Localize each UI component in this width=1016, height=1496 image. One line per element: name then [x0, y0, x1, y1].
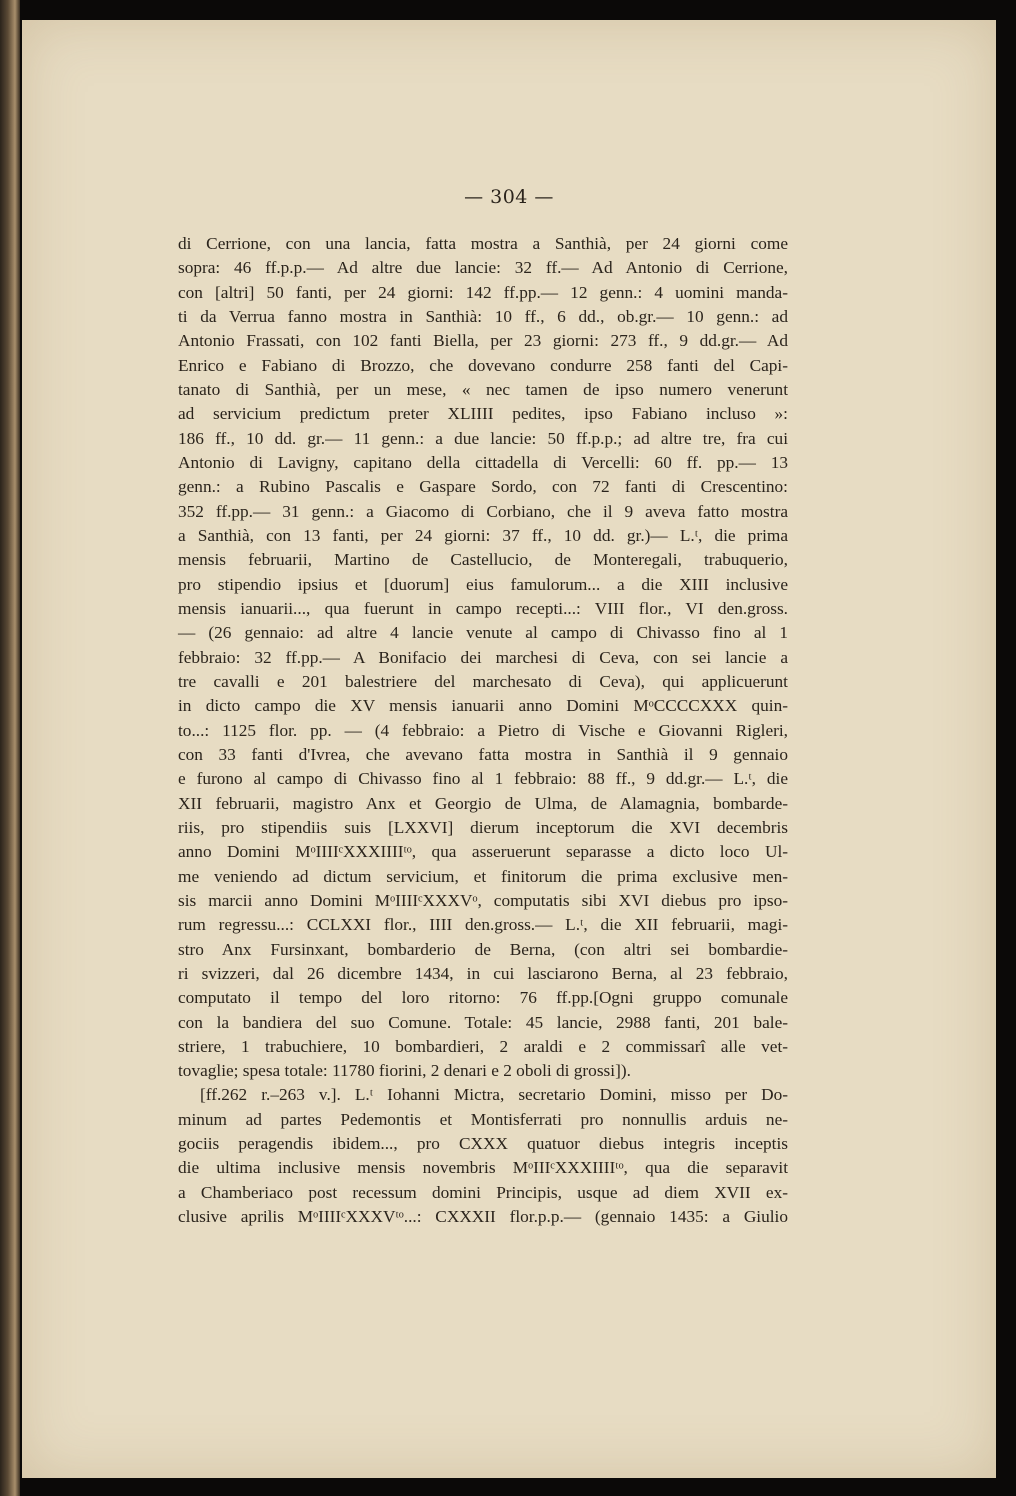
text-line: Enrico e Fabiano di Brozzo, che dovevano condurre 258 fanti del Capi-	[178, 355, 788, 375]
text-line: XII februarii, magistro Anx et Georgio de Ulma, de Alamagnia, bombarde-	[178, 793, 788, 813]
text-line: ti da Verrua fanno mostra in Santhià: 10 ff., 6 dd., ob.gr.— 10 genn.: ad	[178, 306, 788, 326]
text-line: con 33 fanti d'Ivrea, che avevano fatta mostra in Santhià il 9 gennaio	[178, 744, 788, 764]
text-line: mensis februarii, Martino de Castellucio, de Monteregali, trabuquerio,	[178, 550, 788, 570]
text-line: ri svizzeri, dal 26 dicembre 1434, in cui lasciarono Berna, al 23 febbraio,	[178, 963, 788, 983]
text-line: me veniendo ad dictum servicium, et finitorum die prima exclusive men-	[178, 866, 788, 886]
text-line: Antonio Frassati, con 102 fanti Biella, per 23 giorni: 273 ff., 9 dd.gr.— Ad	[178, 331, 788, 351]
page-number: — 304 —	[464, 186, 554, 208]
text-line: a Santhià, con 13 fanti, per 24 giorni: 37 ff., 10 dd. gr.)— L.ᵗ, die prima	[178, 525, 788, 545]
text-line: Antonio di Lavigny, capitano della cittadella di Vercelli: 60 ff. pp.— 13	[178, 452, 788, 472]
text-line: sopra: 46 ff.p.p.— Ad altre due lancie: 32 ff.— Ad Antonio di Cerrione,	[178, 258, 788, 278]
text-line: con la bandiera del suo Comune. Totale: 45 lancie, 2988 fanti, 201 bale-	[178, 1012, 788, 1032]
text-line: clusive aprilis MᵒIIIIᶜXXXVᵗᵒ...: CXXXII flor.p.p.— (gennaio 1435: a Giulio	[178, 1207, 788, 1227]
text-line: mensis ianuarii..., qua fuerunt in campo recepti...: VIII flor., VI den.gross.	[178, 598, 788, 618]
text-line: die ultima inclusive mensis novembris MᵒIIIᶜXXXIIIIᵗᵒ, qua die separavit	[178, 1158, 788, 1178]
text-line: ad servicium predictum preter XLIIII pedites, ipso Fabiano incluso »:	[178, 404, 788, 424]
text-line: di Cerrione, con una lancia, fatta mostra a Santhià, per 24 giorni come	[178, 234, 788, 253]
text-line: tovaglie; spesa totale: 11780 fiorini, 2 denari e 2 oboli di grossi]).	[178, 1061, 631, 1081]
text-line: rum regressu...: CCLXXI flor., IIII den.gross.— L.ᵗ, die XII februarii, magi-	[178, 915, 788, 935]
text-line: a Chamberiaco post recessum domini Principis, usque ad diem XVII ex-	[178, 1182, 788, 1202]
text-line: genn.: a Rubino Pascalis e Gaspare Sordo, con 72 fanti di Crescentino:	[178, 477, 788, 497]
text-line: stro Anx Fursinxant, bombarderio de Berna, (con altri sei bombardie-	[178, 939, 788, 959]
page-sheet	[22, 20, 996, 1478]
text-line: [ff.262 r.–263 v.]. L.ᵗ Iohanni Mictra, secretario Domini, misso per Do-	[200, 1085, 788, 1105]
text-line: tre cavalli e 201 balestriere del marchesato di Ceva), qui applicuerunt	[178, 671, 788, 691]
text-line: 186 ff., 10 dd. gr.— 11 genn.: a due lancie: 50 ff.p.p.; ad altre tre, fra cui	[178, 428, 788, 448]
text-line: 352 ff.pp.— 31 genn.: a Giacomo di Corbiano, che il 9 aveva fatto mostra	[178, 501, 788, 521]
text-line: — (26 gennaio: ad altre 4 lancie venute al campo di Chivasso fino al 1	[178, 623, 788, 643]
text-line: gociis peragendis ibidem..., pro CXXX quatuor diebus integris inceptis	[178, 1134, 788, 1154]
text-line: riis, pro stipendiis suis [LXXVI] dierum inceptorum die XVI decembris	[178, 817, 788, 837]
text-line: febbraio: 32 ff.pp.— A Bonifacio dei marchesi di Ceva, con sei lancie a	[178, 647, 788, 667]
text-line: con [altri] 50 fanti, per 24 giorni: 142 ff.pp.— 12 genn.: 4 uomini manda-	[178, 282, 788, 302]
text-line: pro stipendio ipsius et [duorum] eius famulorum... a die XIII inclusive	[178, 574, 788, 594]
text-line: tanato di Santhià, per un mese, « nec tamen de ipso numero venerunt	[178, 379, 788, 399]
text-line: to...: 1125 flor. pp. — (4 febbraio: a Pietro di Vische e Giovanni Rigleri,	[178, 720, 788, 740]
text-line: anno Domini MᵒIIIIᶜXXXIIIIᵗᵒ, qua asseruerunt separasse a dicto loco Ul-	[178, 842, 788, 862]
text-line: minum ad partes Pedemontis et Montisferrati pro nonnullis arduis ne-	[178, 1109, 788, 1129]
text-line: striere, 1 trabuchiere, 10 bombardieri, 2 araldi e 2 commissarî alle vet-	[178, 1036, 788, 1056]
book-spine	[0, 0, 20, 1496]
body-text	[178, 232, 788, 1229]
text-line: sis marcii anno Domini MᵒIIIIᶜXXXVᵒ, computatis sibi XVI diebus pro ipso-	[178, 890, 788, 910]
text-line: e furono al campo di Chivasso fino al 1 febbraio: 88 ff., 9 dd.gr.— L.ᵗ, die	[178, 769, 788, 789]
text-line: computato il tempo del loro ritorno: 76 ff.pp.[Ogni gruppo comunale	[178, 988, 788, 1008]
text-line: in dicto campo die XV mensis ianuarii anno Domini MᵒCCCCXXX quin-	[178, 696, 788, 716]
